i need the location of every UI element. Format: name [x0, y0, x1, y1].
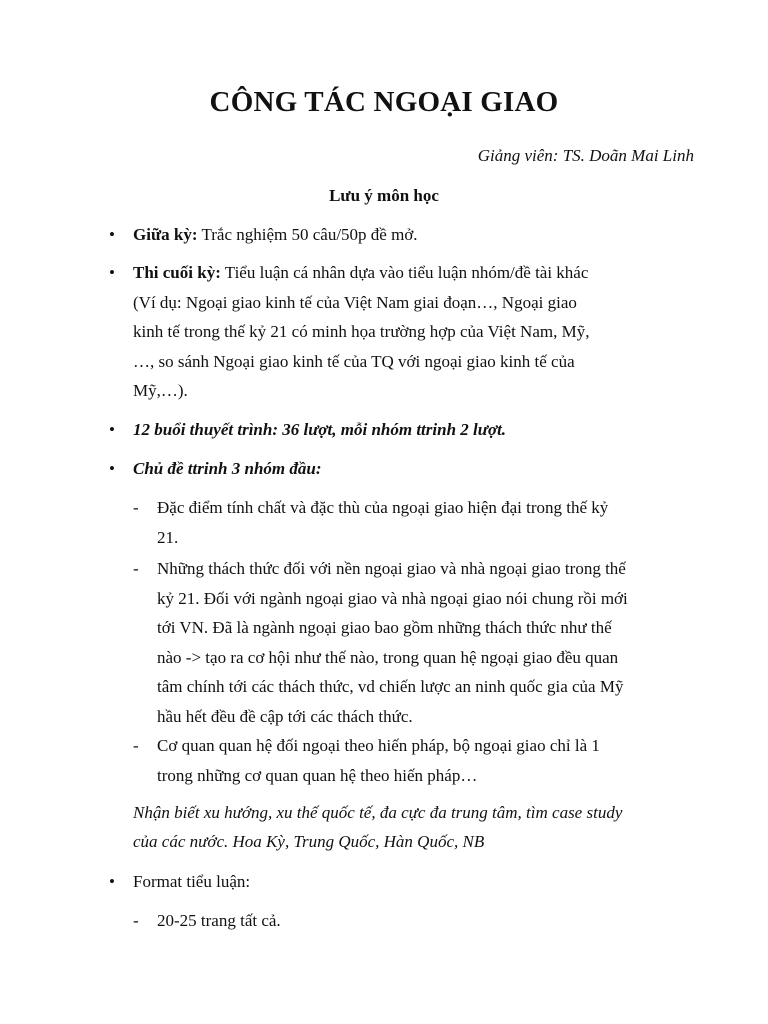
- dash-item-2: [133, 554, 677, 731]
- bullet-marker: •: [109, 263, 115, 282]
- dash-marker: -: [133, 559, 139, 578]
- midterm-text: Trắc nghiệm 50 câu/50p đề mở.: [197, 225, 418, 244]
- lecturer-line: Giảng viên: TS. Doãn Mai Linh: [477, 146, 694, 165]
- dash-line: Cơ quan quan hệ đối ngoại theo hiến pháp, bộ ngoại giao chỉ là 1: [157, 736, 600, 755]
- bullet-marker: •: [109, 225, 115, 244]
- note-line: Nhận biết xu hướng, xu thế quốc tế, đa cực đa trung tâm, tìm case study: [133, 803, 623, 822]
- dash-line: tâm chính tới các thách thức, vd chiến lược an ninh quốc gia của Mỹ: [157, 677, 624, 696]
- final-line: Tiểu luận cá nhân dựa vào tiểu luận nhóm/đề tài khác: [220, 263, 589, 282]
- topics-text: Chủ đề ttrinh 3 nhóm đầu:: [133, 459, 322, 478]
- dash-marker: -: [133, 498, 139, 517]
- dash-marker: -: [133, 736, 139, 755]
- dash-line: tới VN. Đã là ngành ngoại giao bao gồm những thách thức như thế: [157, 618, 612, 637]
- section-heading: Lưu ý môn học: [329, 186, 439, 205]
- dash-marker: -: [133, 911, 139, 930]
- midterm-label: Giữa kỳ:: [133, 225, 198, 244]
- final-line: (Ví dụ: Ngoại giao kinh tế của Việt Nam giai đoạn…, Ngoại giao: [133, 292, 577, 312]
- final-label: Thi cuối kỳ:: [133, 263, 221, 282]
- final-line: …, so sánh Ngoại giao kinh tế của TQ với ngoại giao kinh tế của: [133, 351, 575, 371]
- presentations-text: 12 buổi thuyết trình: 36 lượt, mỗi nhóm ttrinh 2 lượt.: [133, 420, 507, 439]
- dash-item-3: [133, 731, 677, 790]
- trend-note: [133, 798, 693, 856]
- dash-line: kỷ 21. Đối với ngành ngoại giao và nhà ngoại giao nói chung rồi mới: [157, 588, 628, 608]
- bullet-item-midterm: [109, 220, 663, 250]
- bullet-marker: •: [109, 872, 115, 891]
- bullet-item-presentations: [109, 415, 663, 445]
- dash-line: Những thách thức đối với nền ngoại giao và nhà ngoại giao trong thế: [157, 559, 626, 578]
- bullet-item-final: [109, 258, 663, 406]
- bullet-marker: •: [109, 459, 115, 478]
- bullet-marker: •: [109, 420, 115, 439]
- format-text: Format tiểu luận:: [133, 872, 251, 891]
- dash-line: trong những cơ quan quan hệ theo hiến pháp…: [157, 765, 478, 785]
- format-dash-text: 20-25 trang tất cả.: [157, 911, 281, 930]
- final-line: Mỹ,…).: [133, 381, 188, 400]
- dash-line: Đặc điểm tính chất và đặc thù của ngoại giao hiện đại trong thế kỷ: [157, 498, 609, 517]
- bullet-item-topics: [109, 454, 663, 484]
- dash-item-format: [133, 906, 687, 936]
- dash-item-1: [133, 493, 677, 552]
- dash-line: 21.: [157, 527, 179, 547]
- note-line: của các nước. Hoa Kỳ, Trung Quốc, Hàn Quốc, NB: [133, 832, 485, 851]
- bullet-item-format: [109, 867, 663, 897]
- document-title: CÔNG TÁC NGOẠI GIAO: [209, 86, 559, 118]
- dash-line: nào -> tạo ra cơ hội như thế nào, trong quan hệ ngoại giao đều quan: [157, 647, 619, 667]
- dash-line: hầu hết đều đề cập tới các thách thức.: [157, 706, 413, 726]
- final-line: kinh tế trong thế kỷ 21 có minh họa trường hợp của Việt Nam, Mỹ,: [133, 322, 590, 341]
